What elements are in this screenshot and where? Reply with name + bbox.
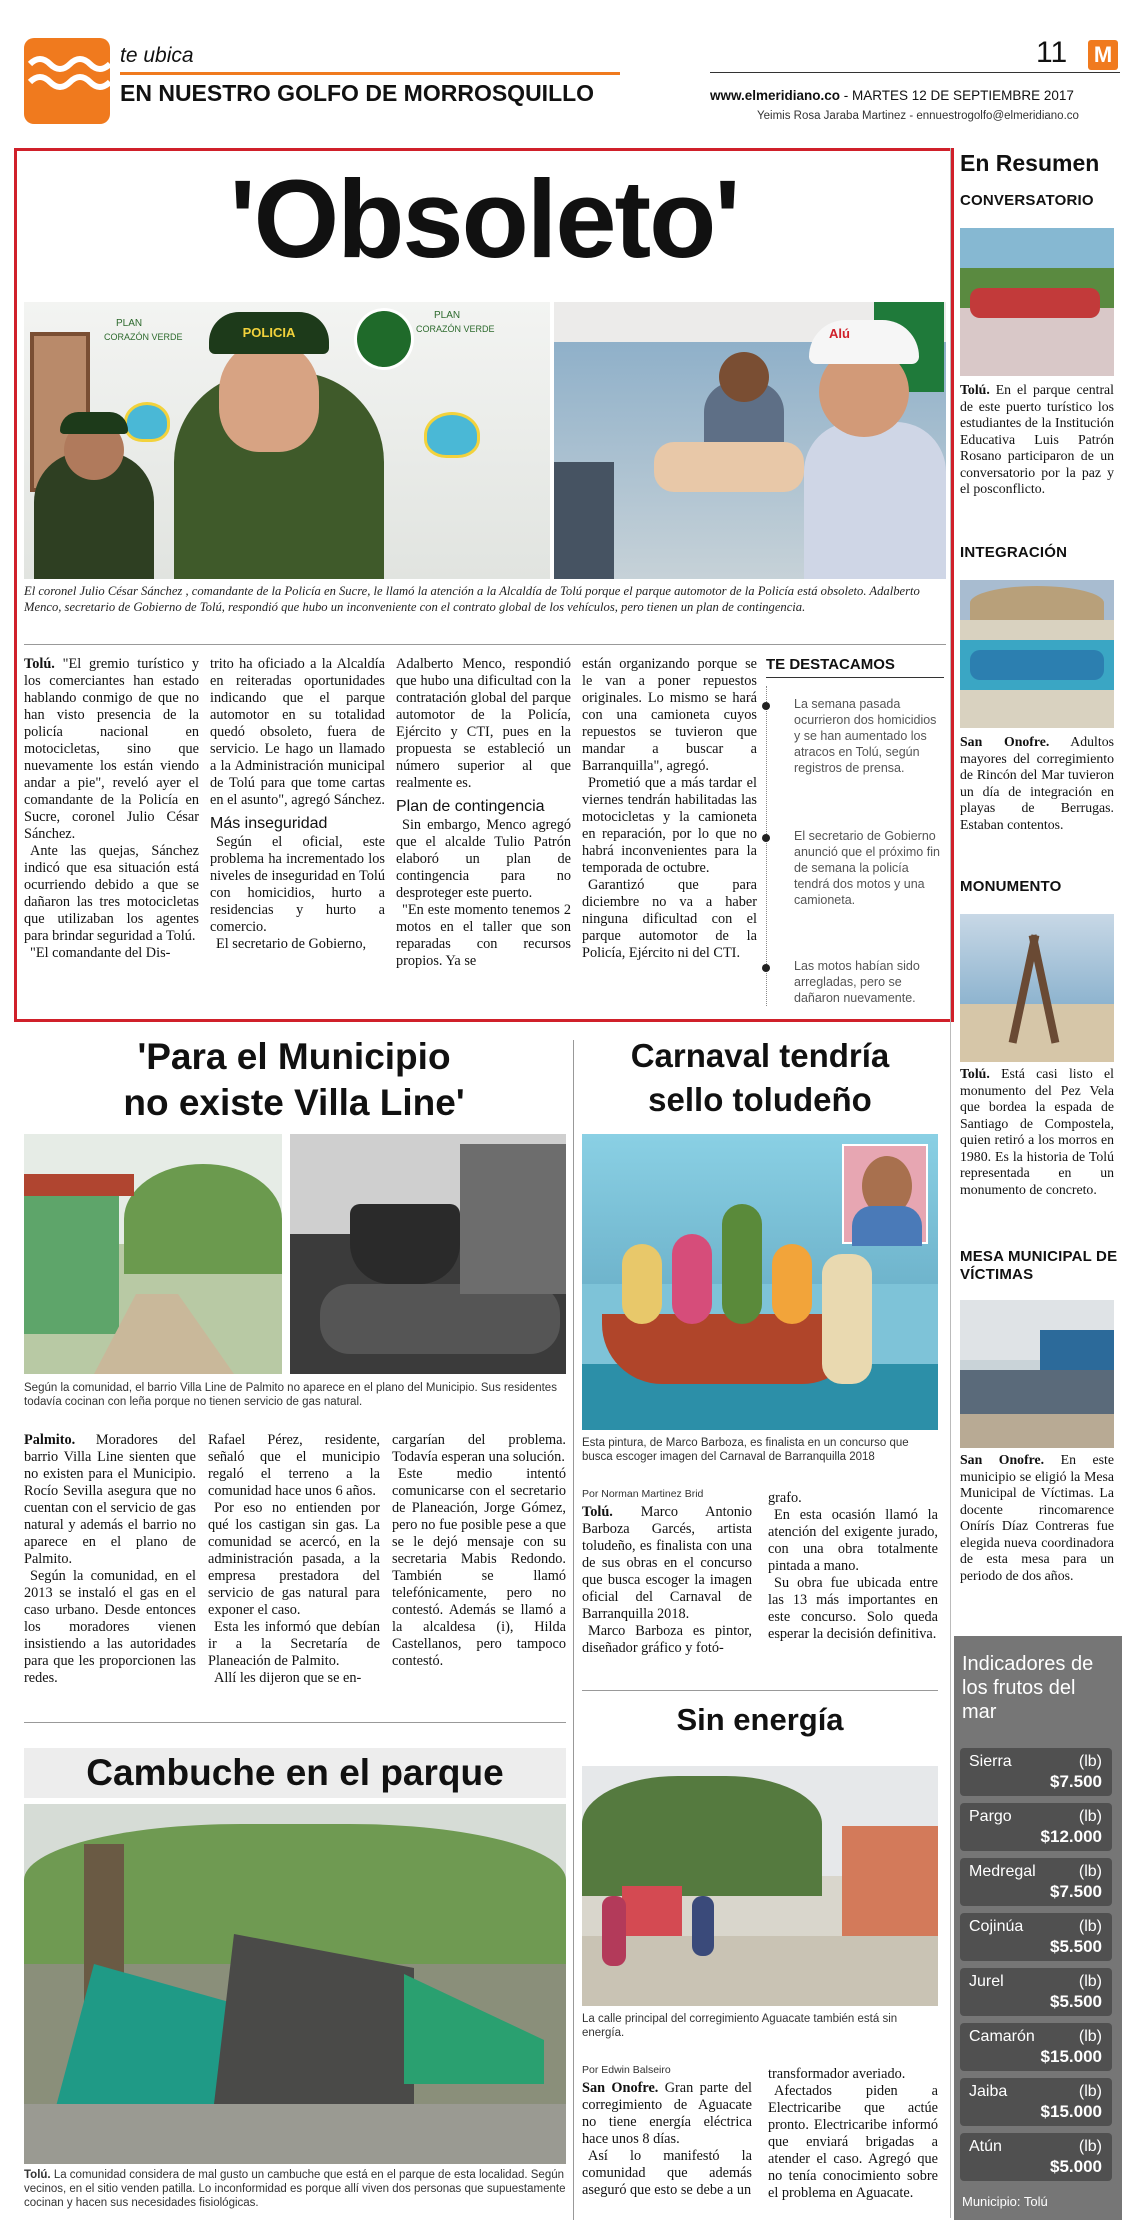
photo-cambuche bbox=[24, 1804, 566, 2164]
carnaval-caption: Esta pintura, de Marco Barboza, es finalista en un concurso que busca escoger imagen del Carnaval de Barranquilla 2018 bbox=[582, 1437, 909, 1463]
carnaval-title: Carnaval tendría sello toludeño bbox=[630, 1037, 890, 1118]
site-url[interactable]: www.elmeridiano.co bbox=[710, 88, 841, 103]
site-date bbox=[710, 88, 1074, 103]
photo-villa-cooking bbox=[290, 1134, 566, 1374]
price-row-jaiba: Jaiba (lb) $15.000 bbox=[960, 2078, 1112, 2126]
photo-monumento bbox=[960, 914, 1114, 1062]
artist-portrait bbox=[842, 1144, 928, 1244]
subhead-contingencia: Plan de contingencia bbox=[396, 798, 545, 815]
sign-plan: PLAN bbox=[116, 318, 143, 329]
author-line: Yeimis Rosa Jaraba Martinez - ennuestrogolfo@elmeridiano.co bbox=[757, 110, 1079, 122]
bullet-icon bbox=[762, 834, 770, 842]
price-row-atun: Atún (lb) $5.000 bbox=[960, 2133, 1112, 2181]
photo-mesa-victimas bbox=[960, 1300, 1114, 1448]
subhead-inseguridad: Más inseguridad bbox=[210, 815, 328, 832]
price-row-pargo: Pargo (lb) $12.000 bbox=[960, 1803, 1112, 1851]
photo-aguacate-street bbox=[582, 1766, 938, 2006]
highlight-item: El secretario de Gobierno anunció que el próximo fin de semana la policía tendrá dos motos y una camioneta. bbox=[766, 828, 944, 908]
price-row-cojinua: Cojinúa (lb) $5.500 bbox=[960, 1913, 1112, 1961]
police-cap: POLICIA bbox=[209, 312, 329, 354]
energia-column-1: San Onofre. Gran parte del corregimiento de Aguacate no tiene energía eléctrica hace unos 8 días. Así lo manifestó la comunidad que además aseguró que esto se debe a un bbox=[582, 2080, 752, 2198]
bullet-icon bbox=[762, 964, 770, 972]
resumen-text-4: San Onofre. En este municipio se eligió la Mesa Municipal de Víctimas. La docente rincomarence Onírís Díaz Contreras fue elegida nueva coordinadora de esta mesa para un periodo de dos años. bbox=[960, 1452, 1114, 1583]
bullet-icon bbox=[762, 702, 770, 710]
resumen-head-4: MESA MUNICIPAL DE VÍCTIMAS bbox=[960, 1248, 1118, 1283]
main-column-2: trito ha oficiado a la Alcaldía en reiteradas oportunidades indicando que el parque automotor en su totalidad quedó obsoleto, fuera de servicio. Le hago un llamado a la Administración municipal de Tolú para que tome cartas en el asunto", agregó Sánchez. Más inseguridad Según el oficial, este problema ha incrementado los niveles de inseguridad en Tolú con homicidios, hurto a residencias y hurto a comercio. El secretario de Gobierno, bbox=[210, 656, 385, 952]
main-column-3: Adalberto Menco, respondió que hubo una dificultad con la contratación global del parque automotor de la Policía, Ejército y CTI, pues en la propuesta se estableció un número superior al que realmente es. Plan de contingencia Sin embargo, Menco agregó que el alcalde Tulio Patrón elaboró un plan de contingencia para no desproteger este puerto. "En este momento tenemos 2 motos en el taller que son reparadas con recursos propios. Ya se bbox=[396, 656, 571, 969]
brand-logo: M bbox=[1088, 40, 1118, 70]
highlight-item: La semana pasada ocurrieron dos homicidios y se han aumentado los atracos en Tolú, según registros de prensa. bbox=[766, 696, 944, 776]
price-row-medregal: Medregal (lb) $7.500 bbox=[960, 1858, 1112, 1906]
price-row-camaron: Camarón (lb) $15.000 bbox=[960, 2023, 1112, 2071]
price-row-sierra: Sierra (lb) $7.500 bbox=[960, 1748, 1112, 1796]
energia-column-2: transformador averiado. Afectados piden a Electricaribe que actúe pronto. Electricaribe informó que enviará brigadas a atender el caso. Agregó que no tenía conocimiento sobre el problema en Aguacate. bbox=[768, 2066, 938, 2201]
resumen-text-3: Tolú. Está casi listo el monumento del Pez Vela que bordea la espada de Santiago de Compostela, quien retiró a los morros en 1980. Es la historia de Tolú representada en un monumento de concreto. bbox=[960, 1066, 1114, 1197]
resumen-head-2: INTEGRACIÓN bbox=[960, 544, 1068, 561]
villa-column-3: cargarían del problema. Todavía esperan una solución. Este medio intentó comunicarse con el secretario de Planeación, Jorge Gómez, pero no fue posible pese a que se le dejó mensaje con su secretaria Mabis Redondo. También se llamó telefónicamente, pero no contestó. Además se llamó a la alcaldesa (i), Hilda Castellanos, pero tampoco contestó. bbox=[392, 1432, 566, 1669]
resumen-text-1: Tolú. En el parque central de este puerto turístico los estudiantes de la Institución Educativa Luis Patrón Rosano participaron de un conversatorio por la paz y el posconflicto. bbox=[960, 382, 1114, 496]
heart-logo bbox=[124, 402, 170, 442]
header-rule bbox=[120, 72, 620, 75]
section-title: EN NUESTRO GOLFO DE MORROSQUILLO bbox=[120, 80, 595, 106]
indicadores-footer: Municipio: Tolú bbox=[962, 2194, 1048, 2209]
header-right-rule bbox=[710, 72, 1120, 73]
header-logo bbox=[24, 38, 110, 124]
photo-police-colonel: PLAN CORAZÓN VERDE PLAN CORAZÓN VERDE POLICIA bbox=[24, 302, 550, 579]
energia-byline: Por Edwin Balseiro bbox=[582, 2064, 671, 2076]
main-title: 'Obsoleto' bbox=[229, 158, 739, 281]
sidebar-divider bbox=[950, 148, 951, 2218]
carnaval-column-1: Tolú. Marco Antonio Barboza Garcés, artista toludeño, es finalista con una de sus obras en el concurso que busca escoger la imagen oficial del Carnaval de Barranquilla 2018. Marco Barboza es pintor, diseñador gráfico y fotó- bbox=[582, 1504, 752, 1656]
page-number: 11 bbox=[1036, 36, 1068, 69]
resumen-head-3: MONUMENTO bbox=[960, 878, 1062, 895]
highlights-title: TE DESTACAMOS bbox=[766, 656, 944, 678]
villa-column-2: Rafael Pérez, residente, señaló que el municipio regaló el terreno a la comunidad hace unos 6 años. Por eso no entienden por qué los castigan sin gas. La comunidad se acercó, en la administración pasada, a la empresa prestadora del servicio de gas natural para exponer el caso. Esta les informó que debían ir a la Secretaría de Planeación de Palmito. Allí les dijeron que se en- bbox=[208, 1432, 380, 1686]
photo-villa-street bbox=[24, 1134, 282, 1374]
cambuche-rule bbox=[24, 1722, 566, 1723]
waves-icon bbox=[24, 38, 110, 124]
main-photo-caption: El coronel Julio César Sánchez , comandante de la Policía en Sucre, le llamó la atención a la Alcaldía de Tolú porque el parque automotor de la Policía está obsoleto. Adalberto Menco, secretario de Gobierno de Tolú, respondió que hubo un inconveniente con el contrato global de los vehículos, pero tienen un plan de contingencia. bbox=[24, 584, 920, 614]
villa-caption: Según la comunidad, el barrio Villa Line de Palmito no aparece en el plano del Municipio. Sus residentes todavía cocinan con leña porque no tienen servicio de gas natural. bbox=[24, 1382, 557, 1408]
villa-title: 'Para el Municipio no existe Villa Line' bbox=[123, 1036, 465, 1123]
resumen-head-1: CONVERSATORIO bbox=[960, 192, 1094, 209]
photo-integracion bbox=[960, 580, 1114, 728]
main-column-1: Tolú. "El gremio turístico y los comerciantes han estado hablando conmigo de que no han visto presencia de la policía nacional en motocicletas, sino que nuevamente los están viendo andar a pie", reveló ayer el comandante de la Policía en Sucre, coronel Julio César Sánchez. Ante las quejas, Sánchez indicó que esa situación está ocurriendo debido a que se dañaron las tres motocicletas que utilizaban los agentes para brindar seguridad a Tolú. "El comandante del Dis- bbox=[24, 656, 199, 961]
vertical-divider bbox=[573, 1040, 574, 2220]
cambuche-caption: Tolú. La comunidad considera de mal gusto un cambuche que está en el parque de esta localidad. Según vecinos, en el sitio venden patilla. Lo inconformidad es porque allí viven dos personas que supuestamente cocinan y hacen sus necesidades fisiológicas. bbox=[24, 2169, 566, 2209]
villa-column-1: Palmito. Moradores del barrio Villa Line sienten que no existen para el Municipio. Rocío Sevilla asegura que no cuentan con el servicio de gas natural y además el barrio no aparece en el plano de Palmito. Según la comunidad, en el 2013 se instaló el gas en el caso urbano. Desde entonces los moradores vienen insistiendo a las autoridades para que les proporcionen las redes. bbox=[24, 1432, 196, 1686]
energia-rule bbox=[582, 1690, 938, 1691]
carnaval-column-2: grafo. En esta ocasión llamó la atención del exigente jurado, con una obra totalmente pintada a mano. Su obra fue ubicada entre las 13 más importantes en este concurso. Solo queda esperar la decisión definitiva. bbox=[768, 1490, 938, 1642]
energia-caption: La calle principal del corregimiento Aguacate también está sin energía. bbox=[582, 2013, 898, 2039]
main-column-4: están organizando porque se le van a poner repuestos originales. Lo mismo se hará con una camioneta cuyos repuestos se tuvieron que mandar a buscar a Barranquilla", agregó. Prometió que a más tardar el viernes tendrán habilitadas las motocicletas y la camioneta en reparación, por lo que no habrá inconvenientes para la temporada de octubre. Garantizó que para diciembre no va a haber ninguna dificultad con el parque automotor de la Policía, Ejército ni del CTI. bbox=[582, 656, 757, 961]
carnaval-byline: Por Norman Martinez Brid bbox=[582, 1488, 704, 1500]
heart-logo-2 bbox=[424, 412, 480, 458]
price-row-jurel: Jurel (lb) $5.500 bbox=[960, 1968, 1112, 2016]
resumen-text-2: San Onofre. Adultos mayores del corregimiento de Rincón del Mar tuvieron un día de integración en playas de Berrugas. Estaban contentos. bbox=[960, 734, 1114, 832]
painting-carnaval bbox=[582, 1134, 938, 1430]
hat-logo: Alú bbox=[809, 320, 919, 364]
shield-emblem bbox=[354, 308, 414, 370]
photo-conversatorio bbox=[960, 228, 1114, 376]
energia-title: Sin energía bbox=[676, 1702, 844, 1737]
highlights-box bbox=[766, 656, 944, 1014]
issue-date: - MARTES 12 DE SEPTIEMBRE 2017 bbox=[840, 88, 1074, 103]
cambuche-title: Cambuche en el parque bbox=[24, 1748, 566, 1798]
header-kicker: te ubica bbox=[120, 44, 194, 67]
photo-government-secretary bbox=[554, 302, 946, 579]
highlight-item: Las motos habían sido arregladas, pero se dañaron nuevamente. bbox=[766, 958, 944, 1006]
resumen-title: En Resumen bbox=[960, 150, 1100, 176]
main-caption-rule bbox=[24, 644, 946, 645]
indicadores-title: Indicadores de los frutos del mar bbox=[962, 1653, 1094, 1723]
